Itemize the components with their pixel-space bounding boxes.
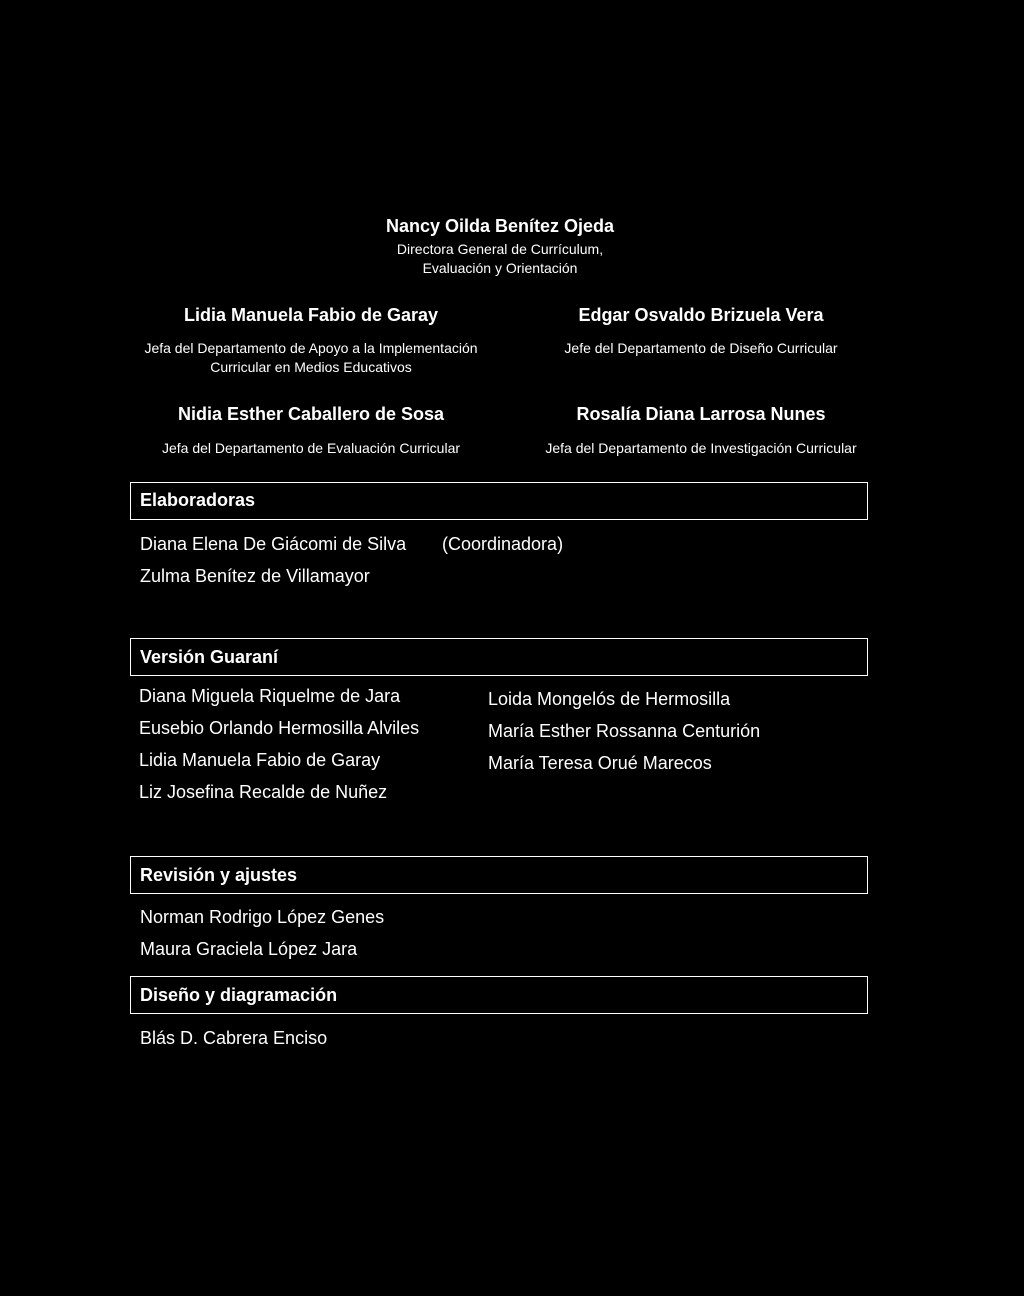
diseno-item: Blás D. Cabrera Enciso xyxy=(140,1028,328,1048)
revision-item: Norman Rodrigo López Genes xyxy=(140,907,385,927)
section-header-revision: Revisión y ajustes xyxy=(130,856,868,894)
head-role-evaluacion: Jefa del Departamento de Evaluación Curricular xyxy=(161,440,461,456)
head-role-diseno: Jefe del Departamento de Diseño Curricular xyxy=(564,340,838,356)
head-name-evaluacion: Nidia Esther Caballero de Sosa xyxy=(177,404,445,424)
section-header-elaboradoras: Elaboradoras xyxy=(130,482,868,520)
head-name-investigacion: Rosalía Diana Larrosa Nunes xyxy=(576,404,826,424)
head-name-apoyo: Lidia Manuela Fabio de Garay xyxy=(183,305,439,325)
elaboradora-item: Diana Elena De Giácomi de Silva xyxy=(140,534,407,554)
head-name-diseno: Edgar Osvaldo Brizuela Vera xyxy=(578,305,824,325)
revision-item: Maura Graciela López Jara xyxy=(140,939,358,959)
section-header-diseno: Diseño y diagramación xyxy=(130,976,868,1014)
elaboradora-item: Zulma Benítez de Villamayor xyxy=(140,566,370,586)
head-role-apoyo-line1: Jefa del Departamento de Apoyo a la Implementación xyxy=(144,340,478,356)
director-role-line2: Evaluación y Orientación xyxy=(422,260,578,276)
head-role-apoyo-line2: Curricular en Medios Educativos xyxy=(210,359,412,375)
head-role-investigacion: Jefa del Departamento de Investigación Curricular xyxy=(545,440,857,456)
director-role-line1: Directora General de Currículum, xyxy=(396,241,604,257)
coordinator-note: (Coordinadora) xyxy=(442,534,564,554)
guarani-right-item: Loida Mongelós de Hermosilla xyxy=(488,689,731,709)
guarani-left-item: Lidia Manuela Fabio de Garay xyxy=(139,750,381,770)
guarani-left-item: Eusebio Orlando Hermosilla Alviles xyxy=(139,718,420,738)
guarani-right-item: María Esther Rossanna Centurión xyxy=(488,721,761,741)
director-name: Nancy Oilda Benítez Ojeda xyxy=(385,216,615,236)
guarani-right-item: María Teresa Orué Marecos xyxy=(488,753,712,773)
section-header-version-guarani: Versión Guaraní xyxy=(130,638,868,676)
guarani-left-item: Liz Josefina Recalde de Nuñez xyxy=(139,782,388,802)
guarani-left-item: Diana Miguela Riquelme de Jara xyxy=(139,686,401,706)
